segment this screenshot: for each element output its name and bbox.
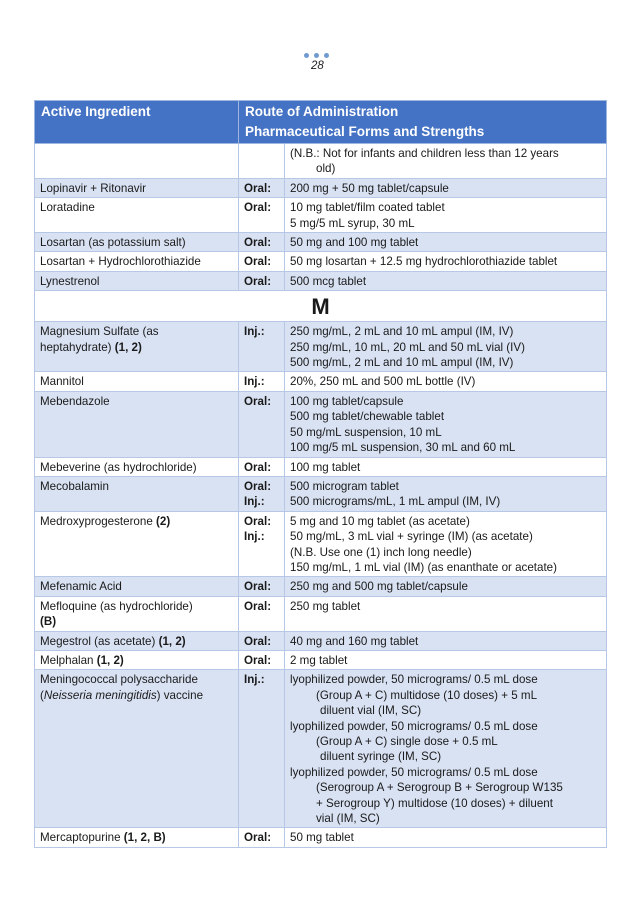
table-row	[35, 322, 607, 372]
formulary-table	[34, 100, 607, 848]
forms-cell	[285, 198, 607, 233]
form-line: vial (IM, SC)	[316, 812, 380, 826]
form-line: 200 mg + 50 mg tablet/capsule	[290, 181, 449, 195]
ingredient-name: Medroxyprogesterone	[40, 514, 153, 528]
forms-cell	[285, 457, 607, 476]
ingredient-ref: (1, 2)	[96, 653, 124, 667]
ingredient-cell: Lynestrenol	[35, 271, 239, 290]
route-cell	[239, 271, 285, 290]
route-label: Oral:	[244, 599, 272, 613]
ingredient-ref: (1, 2)	[114, 340, 142, 354]
table-row	[35, 391, 607, 457]
form-line: 5 mg/5 mL syrup, 30 mL	[290, 216, 415, 230]
route-cell	[239, 511, 285, 577]
form-line: 250 mg/mL, 2 mL and 10 mL ampul (IM, IV)	[290, 325, 514, 339]
ingredient-cell: Loratadine	[35, 198, 239, 233]
form-line: 100 mg tablet/capsule	[290, 394, 404, 408]
form-line: lyophilized powder, 50 micrograms/ 0.5 mL dose	[290, 719, 538, 733]
table-row	[35, 577, 607, 596]
table-row	[35, 596, 607, 631]
ingredient-cell	[35, 511, 239, 577]
ingredient-cell: Losartan (as potassium salt)	[35, 233, 239, 252]
ornament-dot	[324, 53, 329, 58]
route-label: Inj.:	[244, 495, 265, 509]
form-line: 50 mg/mL, 3 mL vial + syringe (IM) (as acetate)	[290, 530, 533, 544]
form-line: (Group A + C) single dose + 0.5 mL	[316, 735, 498, 748]
forms-cell	[285, 596, 607, 631]
route-cell	[239, 144, 285, 179]
route-cell	[239, 596, 285, 631]
route-label: Oral:	[244, 181, 272, 195]
form-line: 250 mg and 500 mg tablet/capsule	[290, 580, 468, 594]
route-cell	[239, 828, 285, 847]
ingredient-cell	[35, 322, 239, 372]
forms-cell	[285, 322, 607, 372]
table-row	[35, 476, 607, 511]
forms-cell	[285, 511, 607, 577]
ingredient-ref: (B)	[40, 615, 57, 629]
form-line: 50 mg and 100 mg tablet	[290, 236, 419, 250]
ingredient-name: Mercaptopurine	[40, 831, 121, 845]
ingredient-ref: (2)	[156, 514, 171, 528]
ingredient-name: Meningococcal polysaccharide	[40, 673, 198, 687]
ingredient-name: Mefloquine (as hydrochloride)	[40, 599, 193, 613]
table-header-row	[35, 101, 607, 144]
route-label: Inj.:	[244, 530, 265, 544]
forms-cell	[285, 650, 607, 669]
ingredient-cell: Losartan + Hydrochlorothiazide	[35, 252, 239, 271]
forms-cell	[285, 670, 607, 828]
route-cell	[239, 457, 285, 476]
ingredient-cell	[35, 670, 239, 828]
table-row	[35, 670, 607, 828]
table-row	[35, 828, 607, 847]
ingredient-cell	[35, 631, 239, 650]
form-line: 500 mg tablet/chewable tablet	[290, 410, 445, 424]
form-line: 5 mg and 10 mg tablet (as acetate)	[290, 514, 470, 528]
table-row	[35, 457, 607, 476]
form-line: (Serogroup A + Serogroup B + Serogroup W135	[316, 781, 563, 795]
route-label: Oral:	[244, 831, 272, 845]
route-cell	[239, 178, 285, 197]
form-line: 500 mg/mL, 2 mL and 10 mL ampul (IM, IV)	[290, 356, 514, 370]
table-row	[35, 511, 607, 577]
ingredient-name: Melphalan	[40, 653, 94, 667]
header-route-line1: Route of Administration	[245, 104, 399, 119]
route-label: Inj.:	[244, 375, 265, 389]
route-label: Oral:	[244, 394, 272, 408]
route-label: Oral:	[244, 653, 272, 667]
ingredient-name: Magnesium Sulfate (as	[40, 325, 159, 339]
form-line: 20%, 250 mL and 500 mL bottle (IV)	[290, 375, 476, 389]
forms-cell	[285, 476, 607, 511]
route-label: Inj.:	[244, 325, 265, 339]
route-cell	[239, 391, 285, 457]
page-ornament-dots	[304, 53, 329, 58]
form-line: (N.B.: Not for infants and children less than 12 years	[290, 147, 559, 160]
table-row	[35, 178, 607, 197]
ingredient-cell: Lopinavir + Ritonavir	[35, 178, 239, 197]
ingredient-cell: Mebeverine (as hydrochloride)	[35, 457, 239, 476]
ingredient-cell	[35, 650, 239, 669]
ornament-dot	[314, 53, 319, 58]
form-line: 500 microgram tablet	[290, 479, 399, 493]
route-cell	[239, 198, 285, 233]
form-line: (N.B. Use one (1) inch long needle)	[290, 545, 472, 559]
table-row	[35, 144, 607, 179]
form-line: diluent syringe (IM, SC)	[320, 750, 442, 764]
form-line: 50 mg/mL suspension, 10 mL	[290, 425, 442, 439]
route-cell	[239, 252, 285, 271]
route-label: Oral:	[244, 460, 272, 474]
ingredient-cell	[35, 828, 239, 847]
route-label: Oral:	[244, 274, 272, 288]
ingredient-cell	[35, 144, 239, 179]
page-number: 28	[311, 60, 324, 72]
route-cell	[239, 322, 285, 372]
forms-cell	[285, 144, 607, 179]
form-line: 250 mg tablet	[290, 599, 361, 613]
ingredient-cell: Mebendazole	[35, 391, 239, 457]
forms-cell	[285, 577, 607, 596]
route-cell	[239, 233, 285, 252]
ingredient-cell: Mefenamic Acid	[35, 577, 239, 596]
route-cell	[239, 476, 285, 511]
ingredient-cell: Mecobalamin	[35, 476, 239, 511]
ingredient-name-cont: heptahydrate)	[40, 340, 112, 354]
form-line: lyophilized powder, 50 micrograms/ 0.5 mL dose	[290, 673, 538, 687]
form-line: 500 micrograms/mL, 1 mL ampul (IM, IV)	[290, 495, 501, 509]
route-cell	[239, 670, 285, 828]
form-line: 150 mg/mL, 1 mL vial (IM) (as enanthate or acetate)	[290, 560, 557, 574]
form-line: (Group A + C) multidose (10 doses) + 5 mL	[316, 688, 538, 702]
route-label: Oral:	[244, 479, 272, 493]
form-line: diluent vial (IM, SC)	[320, 704, 422, 718]
form-line: lyophilized powder, 50 micrograms/ 0.5 mL dose	[290, 765, 538, 779]
forms-cell	[285, 391, 607, 457]
form-line: 250 mg/mL, 10 mL, 20 mL and 50 mL vial (IV)	[290, 340, 525, 354]
route-cell	[239, 631, 285, 650]
table-row	[35, 252, 607, 271]
header-route-line2: Pharmaceutical Forms and Strengths	[245, 124, 485, 139]
forms-cell	[285, 631, 607, 650]
table-row	[35, 372, 607, 391]
forms-cell	[285, 178, 607, 197]
ingredient-suffix: ) vaccine	[156, 688, 204, 702]
table-row	[35, 198, 607, 233]
form-line: 2 mg tablet	[290, 653, 348, 667]
forms-cell	[285, 233, 607, 252]
ornament-dot	[304, 53, 309, 58]
route-label: Oral:	[244, 514, 272, 528]
form-line: 10 mg tablet/film coated tablet	[290, 201, 445, 215]
form-line: 100 mg/5 mL suspension, 30 mL and 60 mL	[290, 441, 516, 455]
form-line: 50 mg tablet	[290, 831, 354, 845]
route-cell	[239, 577, 285, 596]
route-cell	[239, 372, 285, 391]
ingredient-ref: (1, 2, B)	[123, 831, 166, 845]
forms-cell	[285, 252, 607, 271]
table-row	[35, 271, 607, 290]
ingredient-ref: (1, 2)	[158, 634, 186, 648]
route-label: Oral:	[244, 634, 272, 648]
ingredient-cell: Mannitol	[35, 372, 239, 391]
route-label: Oral:	[244, 236, 272, 250]
ingredient-cell	[35, 596, 239, 631]
section-letter: M	[35, 291, 607, 322]
header-route	[239, 101, 607, 144]
route-label: Oral:	[244, 580, 272, 594]
form-line: 50 mg losartan + 12.5 mg hydrochlorothiazide tablet	[290, 255, 558, 269]
table-row	[35, 233, 607, 252]
form-line: + Serogroup Y) multidose (10 doses) + diluent	[316, 796, 553, 810]
form-line: 500 mcg tablet	[290, 274, 367, 288]
forms-cell	[285, 372, 607, 391]
ingredient-paren-open: (	[40, 688, 44, 702]
header-active-ingredient: Active Ingredient	[35, 101, 239, 144]
ingredient-species: Neisseria meningitidis	[43, 688, 157, 702]
forms-cell	[285, 828, 607, 847]
route-label: Oral:	[244, 201, 272, 215]
table-row	[35, 650, 607, 669]
ingredient-name: Megestrol (as acetate)	[40, 634, 156, 648]
form-line: 40 mg and 160 mg tablet	[290, 634, 419, 648]
section-row	[35, 291, 607, 322]
route-cell	[239, 650, 285, 669]
route-label: Oral:	[244, 255, 272, 269]
form-line: old)	[316, 162, 336, 176]
forms-cell	[285, 271, 607, 290]
route-label: Inj.:	[244, 673, 265, 687]
form-line: 100 mg tablet	[290, 460, 361, 474]
table-row	[35, 631, 607, 650]
